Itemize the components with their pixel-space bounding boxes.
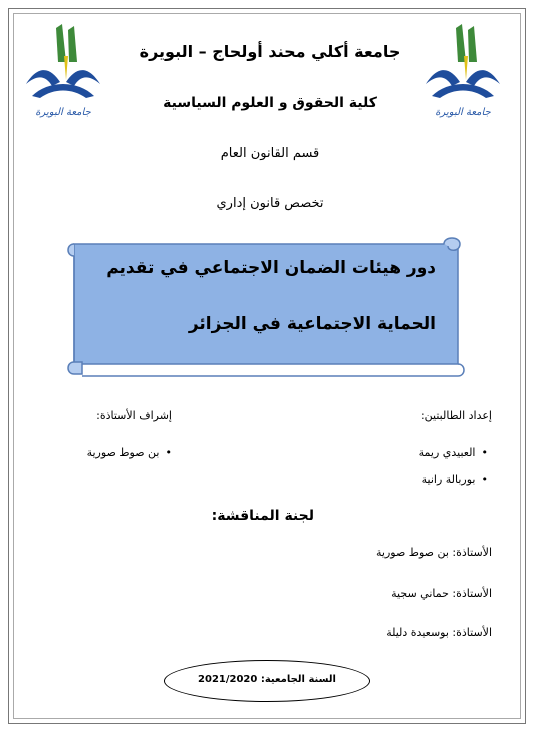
committee-member: الأستاذة: حماني سجية [391, 587, 492, 600]
specialization: تخصص قانون إداري [216, 196, 324, 211]
faculty-name: كلية الحقوق و العلوم السياسية [163, 95, 377, 111]
supervisor-name: • بن صوط صورية [87, 446, 172, 459]
university-logo-icon [22, 22, 104, 106]
student-name: • العبيدي ريمة [419, 446, 488, 459]
logo-caption: جامعة البويرة [35, 107, 91, 118]
academic-year-value: 2021/2020 [198, 674, 258, 685]
thesis-title-line1: دور هيئات الضمان الاجتماعي في تقديم [106, 258, 436, 278]
university-name: جامعة أكلي محند أولحاج – البويرة [139, 42, 401, 61]
committee-title: لجنة المناقشة: [211, 508, 314, 524]
academic-year-label: السنة الجامعية: [260, 674, 336, 685]
thesis-title-line2: الحماية الاجتماعية في الجزائر [188, 314, 436, 334]
prepared-by-label: إعداد الطالبتين: [420, 409, 492, 422]
academic-year [164, 674, 370, 685]
logo-caption: جامعة البويرة [435, 107, 491, 118]
department-name: قسم القانون العام [220, 146, 320, 161]
title-scroll-banner [64, 234, 468, 384]
student-name: • بوربالة رانية [422, 473, 488, 486]
committee-member: الأستاذة: بن صوط صورية [376, 546, 492, 559]
university-logo-icon [422, 22, 504, 106]
committee-member: الأستاذة: بوسعيدة دليلة [386, 626, 492, 639]
supervisor-label: إشراف الأستاذة: [96, 409, 172, 422]
